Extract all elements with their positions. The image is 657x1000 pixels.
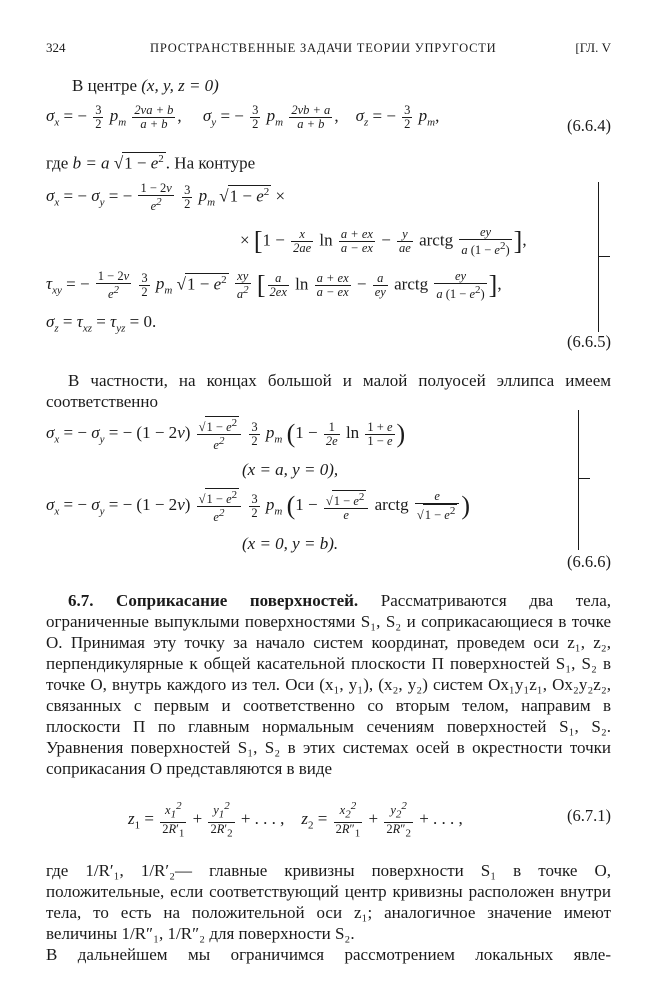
equation-6-7-1: $z_1$ = $\frac{x_1^2}{2R'_1}$ + $\frac{y_1^2}{2R'_2}$ + . . . , $z_2$ = $\frac{x_2^2}{2R''_1}$ + $\frac{y_2^2}{2R''_2}$ + . . . , bbox=[128, 800, 463, 840]
last-line bbox=[46, 944, 611, 965]
section-heading: 6.7. Соприкасание поверхностей. bbox=[68, 591, 359, 610]
section-6-7 bbox=[46, 590, 611, 779]
center-intro-text: В центре bbox=[72, 76, 138, 95]
equation-6-6-4: $\sigma_x$ = − $\frac{3}{2}$ $p_m$ $\frac{2\nu a + b}{a + b}$ , $\sigma_y$ = − $\frac{3}{2}$ $p_m$ $\frac{2\nu b + a}{a + b}$ , $\sigma_z$ = − $\frac{3}{2}$ $p_m$, bbox=[46, 103, 440, 131]
equation-6-6-6-line1: $\sigma_x$ = − $\sigma_y$ = − (1 − 2ν) $\frac{√1 - e^2}{e^2}$ $\frac{3}{2}$ $p_m$ (1 − $\frac{1}{2e}$ ln $\frac{1 + e}{1 - e}$ ) bbox=[46, 417, 406, 453]
curvature-text bbox=[46, 860, 611, 944]
equation-6-6-5-line4: $\sigma_z = \tau_{xz} = \tau_{yz} = 0$. bbox=[46, 312, 157, 335]
condition-1: (x = a, y = 0), bbox=[242, 460, 339, 479]
center-condition: (x, y, z = 0) bbox=[141, 76, 219, 95]
on-contour-text: . На контуре bbox=[165, 153, 256, 173]
eq-number-6-7-1: (6.7.1) bbox=[567, 806, 611, 825]
brace-6-6-5 bbox=[598, 182, 599, 332]
center-intro bbox=[72, 76, 219, 96]
curvature-paragraph: где 1/R′₁, 1/R′₂— главные кривизны поверхности S₁ в точке O, положительные, если соответствующий центр кривизны расположен внутри тела, то есть на положительной оси z₁; аналогичное значение имеют величины 1/R″₁, 1/R″₂ для поверхности S₂. bbox=[46, 861, 611, 943]
equation-6-6-5-line3: $\tau_{xy}$ = − $\frac{1 - 2\nu}{e^2}$ $\frac{3}{2}$ $p_m$ $√1 - e^2$ $\frac{xy}{a^2}$ [ $\frac{a}{2ex}$ ln $\frac{a + ex}{a - ex}$ − $\frac{a}{ey}$ arctg $\frac{ey}{a (1 - e^2)}$ ], bbox=[46, 269, 502, 302]
eq-number-6-6-5: (6.6.5) bbox=[567, 332, 611, 351]
running-title: ПРОСТРАНСТВЕННЫЕ ЗАДАЧИ ТЕОРИИ УПРУГОСТИ bbox=[150, 41, 497, 55]
b-definition: где b = a $√1 - e^2$ . На контуре bbox=[46, 153, 256, 173]
b-def: b = a bbox=[72, 153, 110, 173]
where-word: где bbox=[46, 153, 69, 173]
condition-2: (x = 0, y = b). bbox=[242, 534, 339, 553]
page-number: 324 bbox=[46, 40, 66, 55]
chapter-label: [ГЛ. V bbox=[575, 40, 611, 55]
axes-text bbox=[46, 370, 611, 412]
brace-6-6-6 bbox=[578, 410, 579, 550]
eq-number-6-6-4: (6.6.4) bbox=[567, 116, 611, 135]
page-header bbox=[46, 40, 611, 60]
section-paragraph: Рассматриваются два тела, ограниченные выпуклыми поверхностями S₁, S₂ и соприкасающиеся в точке O. Принимая эту точку за начало систем координат, проведем оси z₁, z₂, перпендикулярные к общей касательной плоскости П поверхностей S₁, S₂ в точке O, внутрь каждого из тел. Оси (x₁, y₁), (x₂, y₂) систем Ox₁y₁z₁, Ox₂y₂z₂, связанных с первым и соответственно со вторым телом, направим в плоскости П по главным нормальным сечениям поверхностей S₁, S₂. Уравнения поверхностей S₁, S₂ в этих системах осей в окрестности точки соприкасания O представляются в виде bbox=[46, 591, 611, 778]
last-line-text: В дальнейшем мы ограничимся рассмотрением локальных явле- bbox=[46, 945, 611, 964]
axes-text-paragraph: В частности, на концах большой и малой полуосей эллипса имеем соответственно bbox=[46, 371, 611, 411]
eq-number-6-6-6: (6.6.6) bbox=[567, 552, 611, 571]
equation-6-6-6-line2: $\sigma_x$ = − $\sigma_y$ = − (1 − 2ν) $\frac{√1 - e^2}{e^2}$ $\frac{3}{2}$ $p_m$ (1 − $\frac{√1 - e^2}{e}$ arctg $\frac{e}{√1 - e^2}$ ) bbox=[46, 489, 471, 525]
equation-6-6-5-line1: $\sigma_x$ = − $\sigma_y$ = − $\frac{1 - 2\nu}{e^2}$ $\frac{3}{2}$ $p_m$ $√1 - e^2$ × bbox=[46, 181, 286, 214]
equation-6-6-5-line2: × [1 − $\frac{x}{2ae}$ ln $\frac{a + ex}{a - ex}$ − $\frac{y}{ae}$ arctg $\frac{ey}{a (1 - e^2)}$ ], bbox=[240, 225, 527, 258]
